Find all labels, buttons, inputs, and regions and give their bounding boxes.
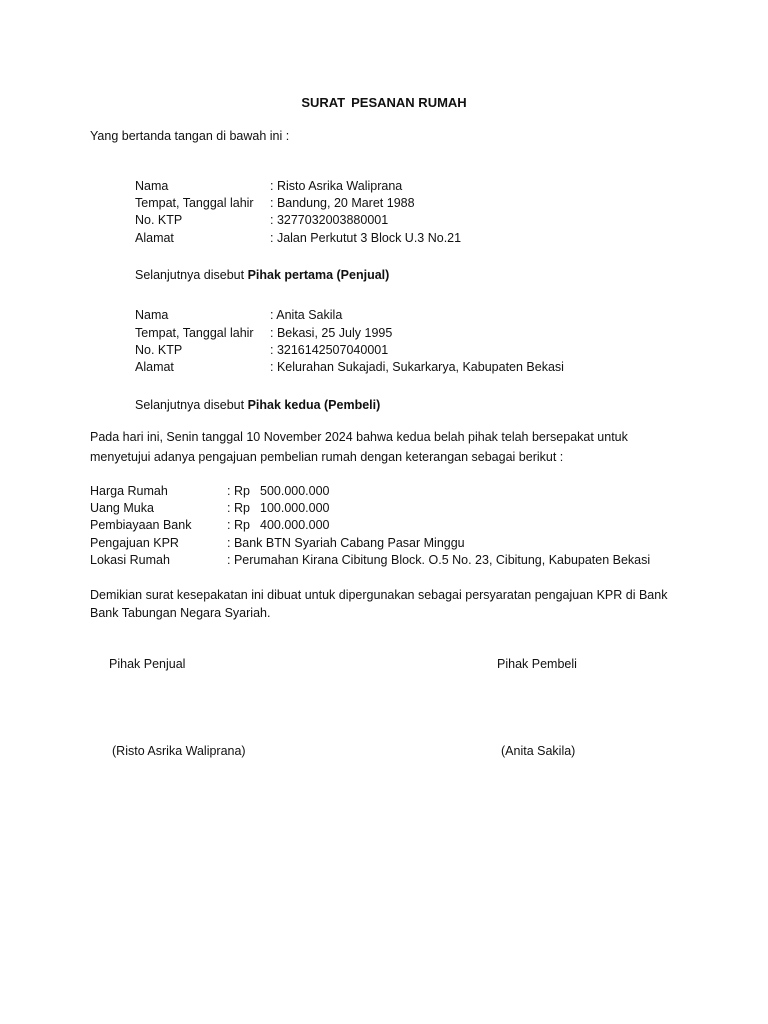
party1-ktp-label: No. KTP (135, 213, 183, 227)
buyer-signature-label: Pihak Pembeli (497, 657, 577, 671)
detail-location-value: : Perumahan Kirana Cibitung Block. O.5 No. 23, Cibitung, Kabupaten Bekasi (227, 553, 651, 567)
party1-ktp-value: : 3277032003880001 (270, 213, 389, 227)
party2-name-value: : Anita Sakila (270, 308, 343, 322)
buyer-signature-name: (Anita Sakila) (501, 744, 576, 758)
party1-address-label: Alamat (135, 231, 174, 245)
party1-name-label: Nama (135, 179, 169, 193)
party2-designation (135, 397, 380, 414)
party1-designation-role: Pihak pertama (Penjual) (247, 268, 390, 282)
agreement-line-2: menyetujui adanya pengajuan pembelian rumah dengan keterangan sebagai berikut : (90, 450, 564, 464)
detail-price-amount: 500.000.000 (260, 484, 330, 498)
party2-address-label: Alamat (135, 360, 174, 374)
detail-price-label: Harga Rumah (90, 484, 168, 498)
seller-signature-name: (Risto Asrika Waliprana) (112, 744, 246, 758)
party2-ktp-label: No. KTP (135, 343, 183, 357)
party1-name-value: : Risto Asrika Waliprana (270, 179, 403, 193)
party1-birth-label: Tempat, Tanggal lahir (135, 196, 254, 210)
closing-line-2: Bank Tabungan Negara Syariah. (90, 606, 271, 620)
party1-designation (135, 267, 389, 284)
party2-ktp-value: : 3216142507040001 (270, 343, 389, 357)
detail-location-label: Lokasi Rumah (90, 553, 170, 567)
party1-designation-prefix: Selanjutnya disebut (135, 268, 248, 282)
detail-financing-label: Pembiayaan Bank (90, 518, 192, 532)
detail-downpayment-amount: 100.000.000 (260, 501, 330, 515)
detail-kpr-label: Pengajuan KPR (90, 536, 179, 550)
detail-downpayment-label: Uang Muka (90, 501, 154, 515)
title-part-1: SURAT (301, 95, 346, 110)
party2-birth-value: : Bekasi, 25 July 1995 (270, 326, 393, 340)
intro-text: Yang bertanda tangan di bawah ini : (90, 129, 290, 143)
detail-kpr-value: : Bank BTN Syariah Cabang Pasar Minggu (227, 536, 465, 550)
seller-signature-label: Pihak Penjual (109, 657, 186, 671)
document-title (0, 94, 768, 111)
title-part-2: PESANAN RUMAH (351, 95, 467, 110)
party1-address-value: : Jalan Perkutut 3 Block U.3 No.21 (270, 231, 462, 245)
party2-address-value: : Kelurahan Sukajadi, Sukarkarya, Kabupaten Bekasi (270, 360, 564, 374)
closing-line-1: Demikian surat kesepakatan ini dibuat untuk dipergunakan sebagai persyaratan pengajuan KPR di Bank (90, 588, 668, 602)
party2-designation-prefix: Selanjutnya disebut (135, 398, 248, 412)
agreement-line-1: Pada hari ini, Senin tanggal 10 November 2024 bahwa kedua belah pihak telah bersepakat untuk (90, 430, 628, 444)
detail-price-currency: : Rp (227, 484, 250, 498)
party1-birth-value: : Bandung, 20 Maret 1988 (270, 196, 415, 210)
party2-name-label: Nama (135, 308, 169, 322)
party2-designation-role: Pihak kedua (Pembeli) (247, 398, 381, 412)
detail-financing-currency: : Rp (227, 518, 250, 532)
detail-downpayment-currency: : Rp (227, 501, 250, 515)
party2-birth-label: Tempat, Tanggal lahir (135, 326, 254, 340)
detail-financing-amount: 400.000.000 (260, 518, 330, 532)
